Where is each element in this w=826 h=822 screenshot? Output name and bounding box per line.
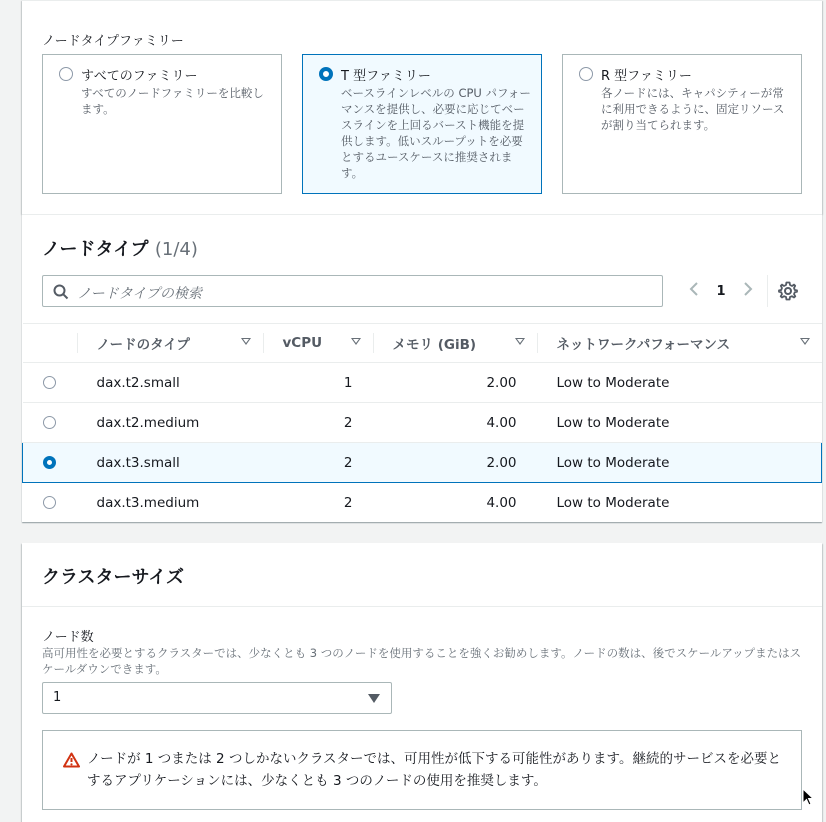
node-types-table	[22, 323, 822, 523]
header-select	[23, 324, 77, 363]
node-types-title: ノードタイプ	[42, 239, 149, 260]
family-title-r: R 型ファミリー	[601, 69, 692, 84]
nodes-label: ノード数	[42, 630, 94, 645]
row-select-cell[interactable]	[23, 443, 77, 483]
row-radio-checked[interactable]	[43, 456, 56, 469]
chevron-left-icon[interactable]	[682, 281, 706, 301]
family-tile-all[interactable]	[42, 54, 282, 194]
family-title-all: すべてのファミリー	[81, 69, 198, 84]
warning-message: ノードが 1 つまたは 2 つしかないクラスターでは、可用性が低下する可能性があります。継続的サービスを必要とするアプリケーションには、少なくとも 3 つのノードの使用を推奨します。	[87, 751, 781, 789]
row-select-cell[interactable]	[23, 403, 77, 443]
header-node-type-label: ノードのタイプ	[96, 337, 190, 353]
cell-node-type: dax.t3.small	[77, 443, 263, 483]
cell-node-type: dax.t2.medium	[77, 403, 263, 443]
sort-icon[interactable]	[351, 338, 361, 345]
cell-vcpu: 2	[263, 443, 373, 483]
header-vcpu-label: vCPU	[282, 335, 323, 351]
family-label: ノードタイプファミリー	[42, 34, 184, 49]
mouse-pointer-icon	[802, 788, 814, 810]
row-radio[interactable]	[43, 376, 56, 389]
table-row[interactable]	[23, 363, 822, 403]
header-network-label: ネットワークパフォーマンス	[556, 337, 731, 353]
table-row[interactable]	[23, 483, 822, 523]
family-desc-r: 各ノードには、キャパシティーが常に利用できるように、固定リソースが割り当てられます。	[601, 86, 785, 132]
cell-node-type: dax.t3.medium	[96, 494, 200, 511]
pager-divider	[767, 275, 768, 307]
cell-network: Low to Moderate	[537, 363, 822, 403]
search-icon	[53, 284, 69, 304]
family-title-t: T 型ファミリー	[341, 69, 431, 84]
header-memory[interactable]	[373, 324, 537, 363]
header-memory-label: メモリ (GiB)	[392, 337, 477, 353]
sort-icon[interactable]	[241, 338, 251, 345]
page-number[interactable]: 1	[716, 283, 726, 299]
sort-icon[interactable]	[515, 338, 525, 345]
family-tile-r[interactable]	[562, 54, 802, 194]
family-radio-t[interactable]	[319, 67, 333, 81]
cell-memory: 4.00	[373, 403, 537, 443]
family-desc-all: すべてのノードファミリーを比較します。	[81, 86, 264, 116]
row-select-cell[interactable]	[23, 363, 77, 403]
cell-vcpu: 2	[263, 403, 373, 443]
gear-icon[interactable]	[778, 281, 798, 305]
node-types-panel	[22, 214, 822, 522]
node-count-select[interactable]	[42, 682, 392, 714]
row-radio[interactable]	[43, 496, 56, 509]
caret-down-icon	[368, 694, 380, 703]
cluster-size-title: クラスターサイズ	[42, 567, 185, 588]
cell-network: Low to Moderate	[556, 494, 670, 511]
node-family-panel	[22, 0, 822, 214]
warning-icon	[63, 752, 80, 772]
cell-memory: 4.00	[486, 494, 517, 511]
header-vcpu[interactable]	[263, 324, 373, 363]
header-node-type[interactable]	[77, 324, 263, 363]
node-type-search-input[interactable]	[42, 275, 663, 307]
cluster-size-panel	[22, 543, 822, 822]
row-select-cell[interactable]	[23, 483, 77, 523]
table-header-row	[23, 324, 822, 363]
family-radio-r[interactable]	[579, 67, 593, 81]
cell-vcpu: 1	[263, 363, 373, 403]
pagination	[682, 279, 760, 303]
node-count-value: 1	[53, 690, 62, 705]
cell-memory: 2.00	[373, 443, 537, 483]
row-radio[interactable]	[43, 416, 56, 429]
node-types-count: (1/4)	[154, 239, 198, 260]
nodes-description: 高可用性を必要とするクラスターでは、少なくとも 3 つのノードを使用することを強くお勧めします。ノードの数は、後でスケールアップまたはスケールダウンできます。	[42, 646, 802, 676]
header-network[interactable]	[537, 324, 822, 363]
table-row-selected[interactable]	[23, 443, 822, 483]
chevron-right-icon[interactable]	[736, 281, 760, 301]
availability-warning-alert	[42, 730, 802, 810]
node-types-header	[42, 235, 198, 261]
cell-network: Low to Moderate	[537, 443, 822, 483]
sort-icon[interactable]	[800, 338, 810, 345]
cell-memory: 2.00	[373, 363, 537, 403]
family-tile-t[interactable]	[302, 54, 542, 194]
cell-vcpu: 2	[343, 494, 353, 511]
search-placeholder: ノードタイプの検索	[77, 286, 202, 302]
divider	[22, 606, 822, 607]
table-row[interactable]	[23, 403, 822, 443]
family-radio-all[interactable]	[59, 67, 73, 81]
cell-network: Low to Moderate	[537, 403, 822, 443]
family-desc-t: ベースラインレベルの CPU パフォーマンスを提供し、必要に応じてベースラインを上回るバースト機能を提供します。低いスループットを必要とするユースケースに推奨されます。	[341, 86, 531, 180]
cell-node-type: dax.t2.small	[77, 363, 263, 403]
